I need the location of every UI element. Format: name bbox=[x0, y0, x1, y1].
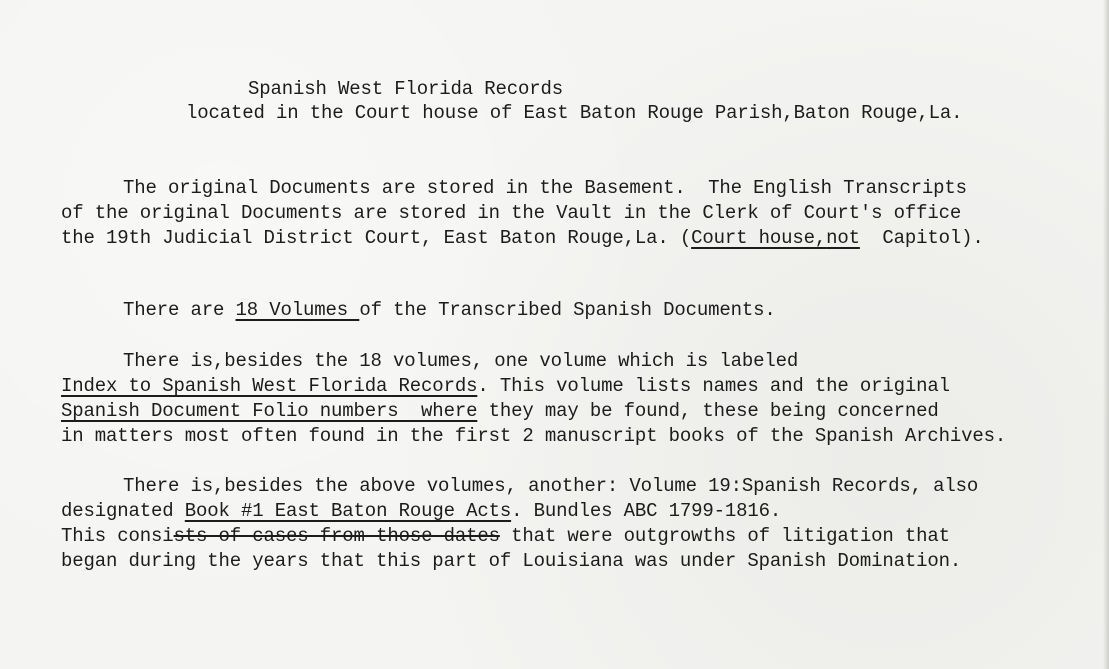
paragraph-1-line-3-prefix: the 19th Judicial District Court, East Baton Rouge,La. ( bbox=[61, 227, 692, 249]
paragraph-2-prefix: There are bbox=[123, 299, 236, 321]
struck-through-phrase: sts of cases from those dates bbox=[173, 525, 500, 547]
volumes-underlined: 18 Volumes bbox=[235, 299, 360, 321]
court-house-underlined: Court house, bbox=[691, 227, 827, 249]
paragraph-4-line-3-suffix: that were outgrowths of litigation that bbox=[499, 525, 950, 547]
paragraph-3-line-3 bbox=[61, 399, 939, 423]
paragraph-4-line-2 bbox=[61, 499, 781, 523]
paragraph-4-line-4: began during the years that this part of Louisiana was under Spanish Domination. bbox=[61, 550, 962, 572]
document-subtitle: located in the Court house of East Baton Rouge Parish,Baton Rouge,La. bbox=[186, 102, 963, 124]
paragraph-2 bbox=[123, 298, 776, 322]
folio-numbers-underlined: Spanish Document Folio numbers where bbox=[61, 400, 478, 422]
paragraph-4-line-2-suffix: . Bundles ABC 1799-1816. bbox=[511, 500, 782, 522]
paragraph-4-line-1: There is,besides the above volumes, another: Volume 19:Spanish Records, also bbox=[123, 475, 979, 497]
paragraph-4-line-2-prefix: designated bbox=[61, 500, 185, 522]
book-1-underlined: Book #1 East Baton Rouge Acts bbox=[184, 500, 512, 522]
paragraph-1-line-3 bbox=[61, 226, 984, 250]
paragraph-4-line-3 bbox=[61, 524, 950, 548]
paragraph-2-suffix: of the Transcribed Spanish Documents. bbox=[359, 299, 776, 321]
paragraph-3-line-3-suffix: they may be found, these being concerned bbox=[477, 400, 939, 422]
index-title-underlined: Index to Spanish West Florida Records bbox=[61, 375, 478, 397]
page-edge-shadow bbox=[1103, 0, 1109, 669]
paragraph-3-line-1: There is,besides the 18 volumes, one volume which is labeled bbox=[123, 350, 799, 372]
paragraph-3-line-4: in matters most often found in the first 2 manuscript books of the Spanish Archives. bbox=[61, 425, 1007, 447]
document-title: Spanish West Florida Records bbox=[248, 78, 564, 100]
paragraph-4-line-3-prefix: This consi bbox=[61, 525, 174, 547]
paragraph-1-line-2: of the original Documents are stored in the Vault in the Clerk of Court's office bbox=[61, 202, 962, 224]
paragraph-3-line-2 bbox=[61, 374, 950, 398]
paragraph-3-line-2-suffix: . This volume lists names and the original bbox=[477, 375, 950, 397]
not-underlined: not bbox=[826, 227, 860, 249]
paragraph-1-line-3-suffix: Capitol). bbox=[859, 227, 984, 249]
paragraph-1-line-1: The original Documents are stored in the Basement. The English Transcripts bbox=[123, 177, 967, 199]
